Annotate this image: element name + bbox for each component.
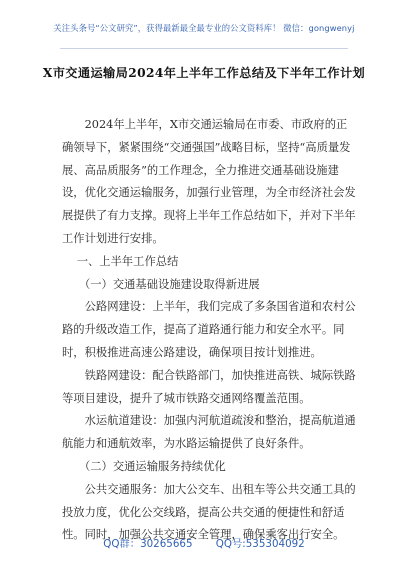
banner-divider bbox=[60, 48, 348, 49]
paragraph-highway: 公路网建设：上半年，我们完成了多条国省道和农村公路的升级改造工作，提高了道路通行能力和安全水平。同时，积极推进高速公路建设，确保项目按计划推进。 bbox=[62, 300, 356, 359]
subsection-heading-infrastructure: （一）交通基础设施建设取得新进展 bbox=[78, 277, 260, 291]
footer-qq-number: QQ号:535304092 bbox=[215, 538, 305, 550]
intro-paragraph: 2024年上半年，X市交通运输局在市委、市政府的正确领导下，紧紧围绕“交通强国”战略目标，坚持“高质量发展、高品质服务”的工作理念，全力推进交通基础设施建设，优化交通运输服务，加强行业管理，为全市经济社会发展提供了有力支撑。现将上半年工作总结如下，并对下半年工作计划进行安排。 bbox=[62, 118, 356, 245]
paragraph-railway: 铁路网建设：配合铁路部门，加快推进高铁、城际铁路等项目建设，提升了城市铁路交通网络覆盖范围。 bbox=[62, 368, 356, 405]
banner-promo-text: 关注头条号“公文研究”，获得最新最全最专业的公文资料库！ 微信：gongwenyj bbox=[53, 23, 355, 33]
subsection-heading-service: （二）交通运输服务持续优化 bbox=[78, 459, 226, 473]
footer-qq-group: QQ群：30265665 bbox=[103, 538, 193, 550]
paragraph-waterway: 水运航道建设：加强内河航道疏浚和整治，提高航道通航能力和通航效率，为水路运输提供了良好条件。 bbox=[62, 414, 356, 451]
document-body bbox=[62, 114, 358, 547]
document-title: X市交通运输局2024年上半年工作总结及下半年工作计划 bbox=[42, 66, 366, 80]
section-heading: 一、上半年工作总结 bbox=[76, 254, 179, 268]
footer-contact bbox=[0, 535, 408, 550]
header-banner bbox=[0, 0, 408, 54]
paragraph-public-transit: 公共交通服务：加大公交车、出租车等公共交通工具的投放力度，优化公交线路，提高公共交通的便捷性和舒适性。同时，加强公共交通安全管理，确保乘客出行安全。 bbox=[62, 482, 356, 542]
